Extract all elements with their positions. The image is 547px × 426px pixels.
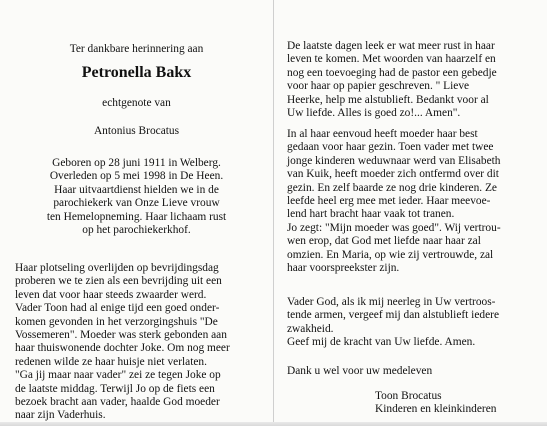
prayer-line: Geef mij de kracht van Uw liefde. Amen. bbox=[287, 336, 476, 349]
prayer-line: Vader God, als ik mij neerleg in Uw vertroos- bbox=[287, 296, 496, 308]
paragraph-line: Uw liefde. Alles is goed zo!... Amen". bbox=[287, 107, 461, 120]
card-edge bbox=[0, 422, 547, 426]
relation-label: echtgenote van bbox=[102, 97, 171, 109]
story-line: bezoek bracht aan vader, haalde God moeder bbox=[15, 396, 220, 409]
dedication: Ter dankbare herinnering aan bbox=[69, 43, 204, 55]
spouse-name: Antonius Brocatus bbox=[93, 125, 180, 137]
story-line: Vader Toon had al enige tijd een goed onder- bbox=[15, 302, 220, 315]
signature bbox=[375, 390, 535, 417]
paragraph-line: De laatste dagen leek er wat meer rust in haar bbox=[287, 40, 495, 52]
signature-line: Kinderen en kleinkinderen bbox=[375, 403, 497, 416]
prayer-line: zwakheid. bbox=[287, 322, 334, 335]
paragraph-line: van Kuik, heeft moeder zich ontfermd over dit bbox=[287, 168, 499, 181]
biography-line: parochiekerk van Onze Lieve vrouw bbox=[53, 197, 220, 210]
left-page bbox=[0, 0, 273, 426]
prayer-line: tende armen, vergeef mij dan alstublieft iedere bbox=[287, 309, 500, 322]
paragraph-line: jonge kinderen weduwnaar werd van Elisabeth bbox=[287, 154, 501, 167]
paragraph-line: leven te komen. Met woorden van haarzelf en bbox=[287, 53, 496, 66]
biography-line: Overleden op 5 mei 1998 in De Heen. bbox=[49, 170, 224, 183]
paragraph-line: haar voorspreekster zijn. bbox=[287, 262, 400, 275]
paragraph-line: leefde heel erg mee met ieder. Haar meevoe- bbox=[287, 195, 491, 208]
paragraph-line: nog een toevoeging had de pastor een gebedje bbox=[287, 66, 497, 79]
biography-line: Haar uitvaartdienst hielden we in de bbox=[54, 183, 219, 196]
story-paragraph bbox=[15, 262, 261, 423]
paragraph-line: omzien. En Maria, op wie zij vertrouwde, zal bbox=[287, 248, 494, 261]
biography-line: op het parochiekerkhof. bbox=[82, 224, 191, 237]
paragraph-line: Heerke, help me alstublieft. Bedankt voor al bbox=[287, 93, 489, 106]
paragraph-line: gezin. En zelf baarde ze nog drie kinderen. Ze bbox=[287, 181, 497, 194]
story-line: Haar plotseling overlijden op bevrijdingsdag bbox=[15, 262, 219, 274]
paragraph-line: voor haar op papier geschreven. " Lieve bbox=[287, 80, 470, 93]
prayer-paragraph bbox=[287, 296, 534, 350]
deceased-name: Petronella Bakx bbox=[81, 64, 192, 81]
paragraph-line: lend hart bracht haar vaak tot tranen. bbox=[287, 208, 455, 221]
paragraph-line: In al haar eenvoud heeft moeder haar best bbox=[287, 128, 478, 140]
paragraph-line: gedaan voor haar gezin. Toen vader met twee bbox=[287, 141, 494, 154]
closing-days-paragraph bbox=[287, 40, 534, 120]
thanks-line: Dank u wel voor uw medeleven bbox=[287, 365, 433, 377]
signature-line: Toon Brocatus bbox=[375, 390, 442, 402]
story-line: naar zijn Vaderhuis. bbox=[15, 409, 106, 422]
biography-line: Geboren op 28 juni 1911 in Welberg. bbox=[52, 157, 221, 169]
story-line: proberen we te zien als een bevrijding uit een bbox=[15, 275, 222, 288]
biography bbox=[0, 157, 273, 237]
biography-line: ten Hemelopneming. Haar lichaam rust bbox=[46, 210, 227, 223]
story-line: de laatste middag. Terwijl Jo op de fiets een bbox=[15, 382, 215, 395]
paragraph-line: wen erop, dat God met liefde naar haar zal bbox=[287, 235, 481, 248]
paragraph-line: Jo zegt: "Mijn moeder was goed". Wij vertrou- bbox=[287, 221, 501, 234]
story-line: redenen wilde ze haar huisje niet verlaten. bbox=[15, 355, 207, 368]
story-line: leven dat voor haar steeds zwaarder werd. bbox=[15, 288, 207, 301]
story-line: "Ga jij maar naar vader" zei ze tegen Joke op bbox=[15, 369, 221, 382]
story-line: Vossemeren". Moeder was sterk gebonden aan bbox=[15, 329, 227, 342]
story-line: komen gevonden in het verzorgingshuis "De bbox=[15, 315, 218, 328]
right-page bbox=[274, 0, 547, 426]
family-paragraph bbox=[287, 128, 534, 275]
story-line: haar thuiswonende dochter Joke. Om nog meer bbox=[15, 342, 230, 355]
